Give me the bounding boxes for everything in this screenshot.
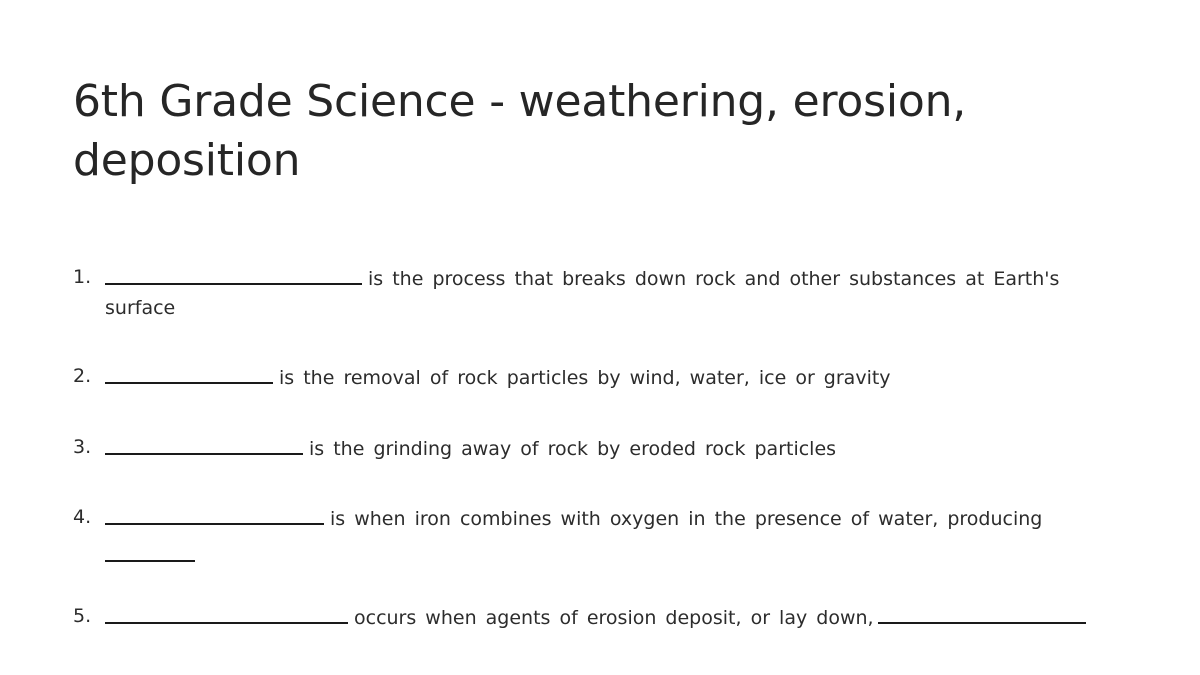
question-text: is when iron combines with oxygen in the presence of water, producing xyxy=(330,508,1043,530)
question-body xyxy=(105,362,1105,393)
question-body xyxy=(105,602,1105,633)
question-text: is the process that breaks down rock and other substances at Earth's surface xyxy=(105,268,1060,319)
question-number: 5. xyxy=(73,605,92,627)
question-text: is the removal of rock particles by wind, water, ice or gravity xyxy=(279,367,891,389)
question-body xyxy=(105,433,1105,464)
answer-blank xyxy=(878,602,1086,624)
question-number: 4. xyxy=(73,506,92,528)
answer-blank xyxy=(105,540,195,562)
answer-blank xyxy=(105,362,273,384)
question-number: 1. xyxy=(73,266,92,288)
question-body xyxy=(105,263,1105,323)
page-title: 6th Grade Science - weathering, erosion, deposition xyxy=(73,76,967,186)
question-number: 2. xyxy=(73,365,92,387)
question-number: 3. xyxy=(73,436,92,458)
answer-blank xyxy=(105,433,303,455)
question-text: is the grinding away of rock by eroded rock particles xyxy=(309,438,837,460)
answer-blank xyxy=(105,602,348,624)
question-text: occurs when agents of erosion deposit, or lay down, xyxy=(354,607,874,629)
answer-blank xyxy=(105,263,362,285)
question-body xyxy=(105,503,1105,571)
answer-blank xyxy=(105,503,324,525)
